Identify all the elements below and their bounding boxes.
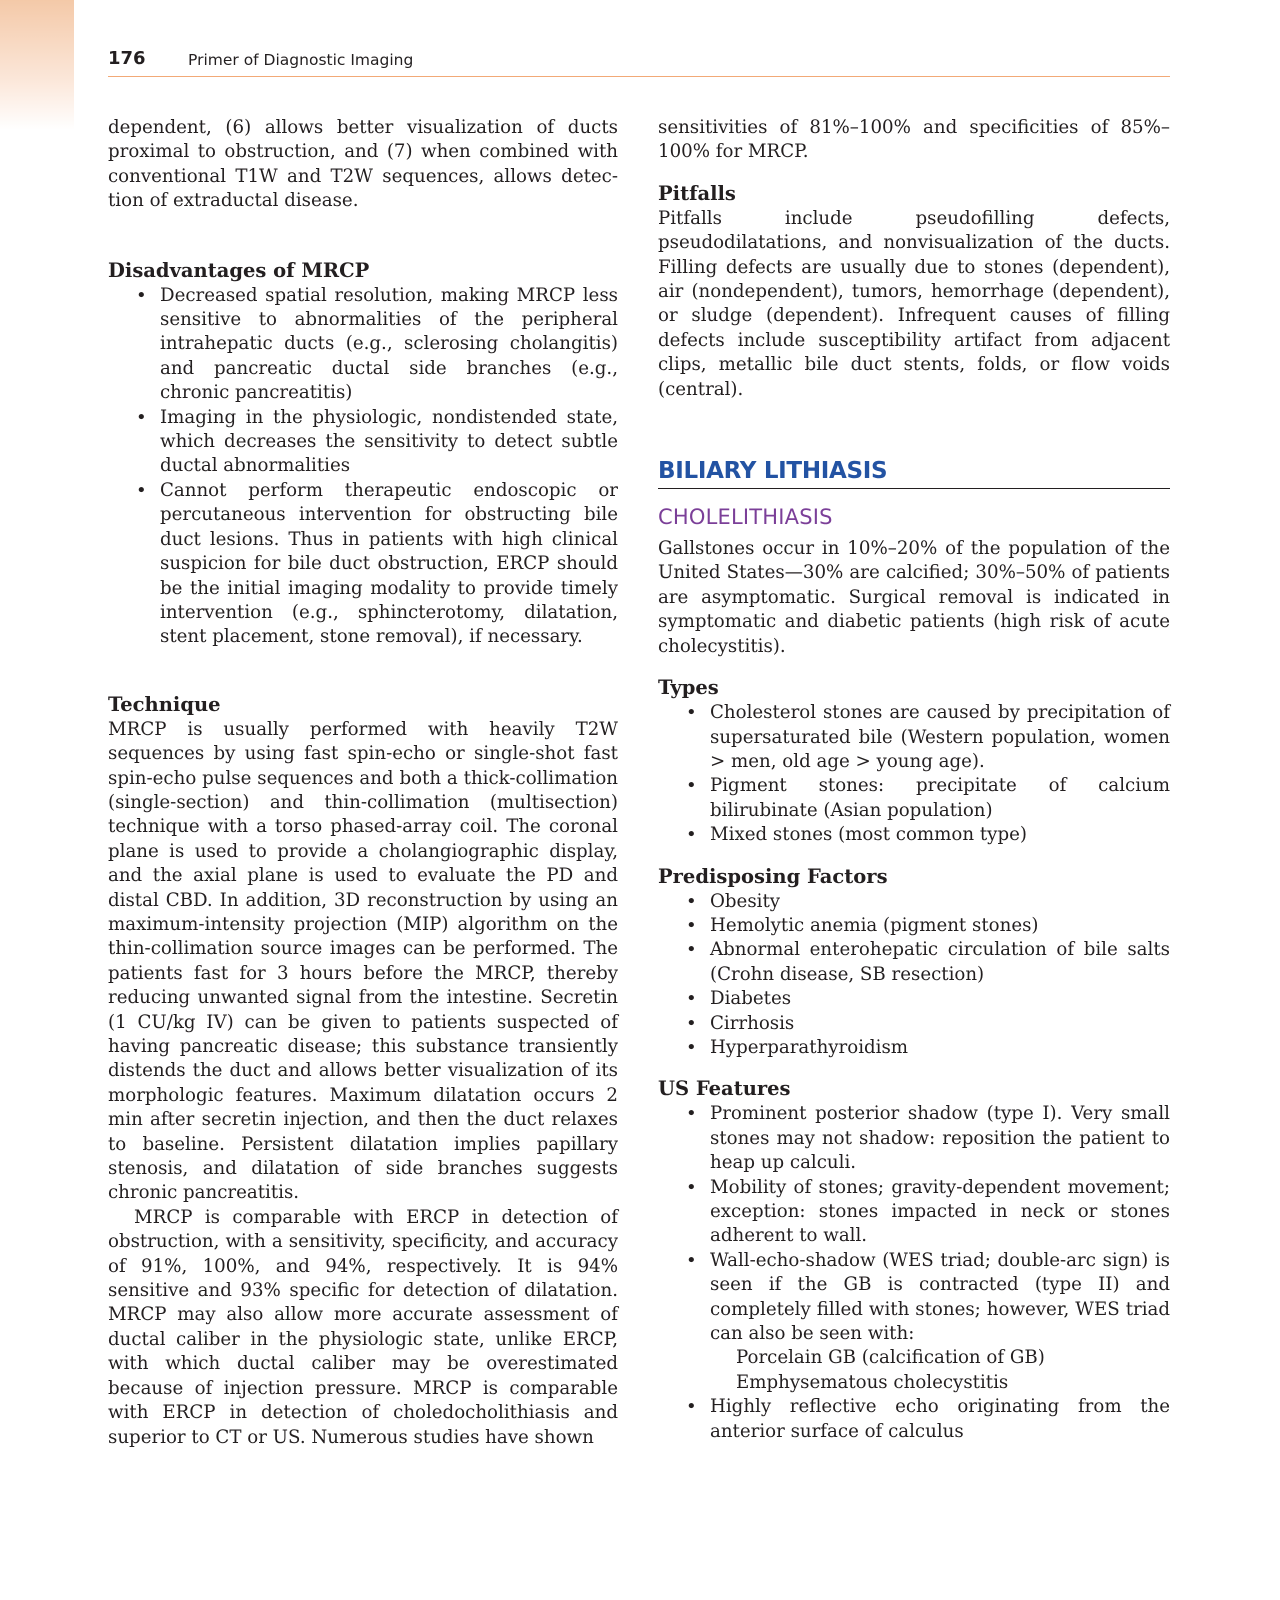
list-item: • Hyperparathyroidism xyxy=(658,1036,1170,1060)
intro-paragraph: dependent, (6) allows better visualization of ducts proximal to obstruction, and (7) when combined with conventional T1W and T2W sequences, allows detection of extraductal disease. xyxy=(108,117,618,212)
page-header xyxy=(108,48,1170,77)
disadvantages-heading: Disadvantages of MRCP xyxy=(108,258,370,282)
list-item: • Cannot perform therapeutic endoscopic or percutaneous intervention for obstructing bile duct lesions. Thus in patients with high clinical suspicion for bile duct obstruction, ERCP should be the initial imaging modality to provide timely intervention (e.g., sphincterotomy, dilatation, stent placement, stone removal), if necessary. xyxy=(108,479,618,650)
wes-sub-item: Porcelain GB (calcification of GB) xyxy=(736,1347,1045,1369)
list-item: • Mobility of stones; gravity-dependent movement; exception: stones impacted in neck or stones adherent to wall. xyxy=(658,1176,1170,1249)
wes-triad-text: Wall-echo-shadow (WES triad; double-arc sign) is seen if the GB is contracted (type II) and completely filled with stones; however, WES triad can also be seen with: xyxy=(710,1249,1170,1345)
disadvantages-list xyxy=(108,284,618,650)
us-features-list xyxy=(658,1102,1170,1444)
pitfalls-heading: Pitfalls xyxy=(658,181,736,205)
list-item: • Hemolytic anemia (pigment stones) xyxy=(658,914,1170,938)
technique-heading: Technique xyxy=(108,692,221,716)
cholelithiasis-paragraph: Gallstones occur in 10%–20% of the population of the United States—30% are calcified; 30%–50% of patients are asymptomatic. Surgical removal is indicated in symptomatic and diabetic patients (high risk of acute cholecystitis). xyxy=(658,538,1170,657)
types-heading: Types xyxy=(658,676,719,700)
wes-sub-item: Emphysematous cholecystitis xyxy=(736,1371,1009,1393)
list-item: • Mixed stones (most common type) xyxy=(658,823,1170,847)
list-item: • Diabetes xyxy=(658,987,1170,1011)
types-list xyxy=(658,701,1170,847)
right-column xyxy=(658,116,1170,1444)
technique-paragraph-2: MRCP is comparable with ERCP in detection of obstruction, with a sensitivity, specificity, and accuracy of 91%, 100%, and 94%, respectively. It is 94% sensitive and 93% specific for detection of dilatation. MRCP may also allow more accurate assessment of ductal caliber in the physiologic state, unlike ERCP, with which ductal caliber may be overestimated because of injection pressure. MRCP is comparable with ERCP in detection of choledocholithiasis and superior to CT or US. Numerous studies have shown xyxy=(108,1206,618,1448)
factors-list xyxy=(658,890,1170,1061)
page-number: 176 xyxy=(108,48,146,69)
pitfalls-paragraph: Pitfalls include pseudofilling defects, pseudodilatations, and nonvisualization of the ducts. Filling defects are usually due to stones (dependent), air (nondependent), tumors, hemorrhage (dependent), or sludge (dependent). Infrequent causes of filling defects include susceptibility artifact from adjacent clips, metallic bile duct stents, folds, or flow voids (central). xyxy=(658,207,1170,400)
list-item: • Obesity xyxy=(658,890,1170,914)
technique-paragraph: MRCP is usually performed with heavily T2W sequences by using fast spin-echo or single-shot fast spin-echo pulse sequences and both a thick-collimation (single-section) and thin-collimation (multisection) technique with a torso phased-array coil. The coronal plane is used to provide a cholangiographic display, and the axial plane is used to evaluate the PD and distal CBD. In addition, 3D reconstruction by using an maximum-intensity projection (MIP) algorithm on the thin-collimation source images can be performed. The patients fast for 3 hours before the MRCP, thereby reducing unwanted signal from the intestine. Secretin (1 CU/kg IV) can be given to patients suspected of having pancreatic disease; this substance transiently distends the duct and allows better visualization of its morphologic features. Maximum dilatation occurs 2 min after secretin injection, and then the duct relaxes to baseline. Persistent dilatation implies papillary stenosis, and dilatation of side branches suggests chronic pancreatitis. xyxy=(108,718,618,1204)
list-item: • Decreased spatial resolution, making MRCP less sensitive to abnormalities of the peripheral intrahepatic ducts (e.g., sclerosing cholangitis) and pancreatic ductal side branches (e.g., chronic pancreatitis) xyxy=(108,284,618,406)
section-title: BILIARY LITHIASIS xyxy=(658,458,1170,489)
us-features-heading: US Features xyxy=(658,1077,791,1101)
list-item: • Cirrhosis xyxy=(658,1012,1170,1036)
factors-heading: Predisposing Factors xyxy=(658,864,888,888)
subsection-title: CHOLELITHIASIS xyxy=(658,505,833,530)
list-item xyxy=(658,1249,1170,1395)
list-item: • Cholesterol stones are caused by precipitation of supersaturated bile (Western population, women > men, old age > young age). xyxy=(658,701,1170,774)
list-item: • Abnormal enterohepatic circulation of bile salts (Crohn disease, SB resection) xyxy=(658,938,1170,987)
list-item: • Prominent posterior shadow (type I). Very small stones may not shadow: reposition the patient to heap up calculi. xyxy=(658,1102,1170,1175)
list-item: • Pigment stones: precipitate of calcium bilirubinate (Asian population) xyxy=(658,774,1170,823)
list-item: • Imaging in the physiologic, nondistended state, which decreases the sensitivity to detect subtle ductal abnormalities xyxy=(108,406,618,479)
running-title: Primer of Diagnostic Imaging xyxy=(188,51,414,69)
corner-tab xyxy=(0,0,74,130)
continued-paragraph: sensitivities of 81%–100% and specificities of 85%–100% for MRCP. xyxy=(658,117,1170,163)
left-column xyxy=(108,116,618,1450)
list-item: • Highly reflective echo originating from the anterior surface of calculus xyxy=(658,1395,1170,1444)
